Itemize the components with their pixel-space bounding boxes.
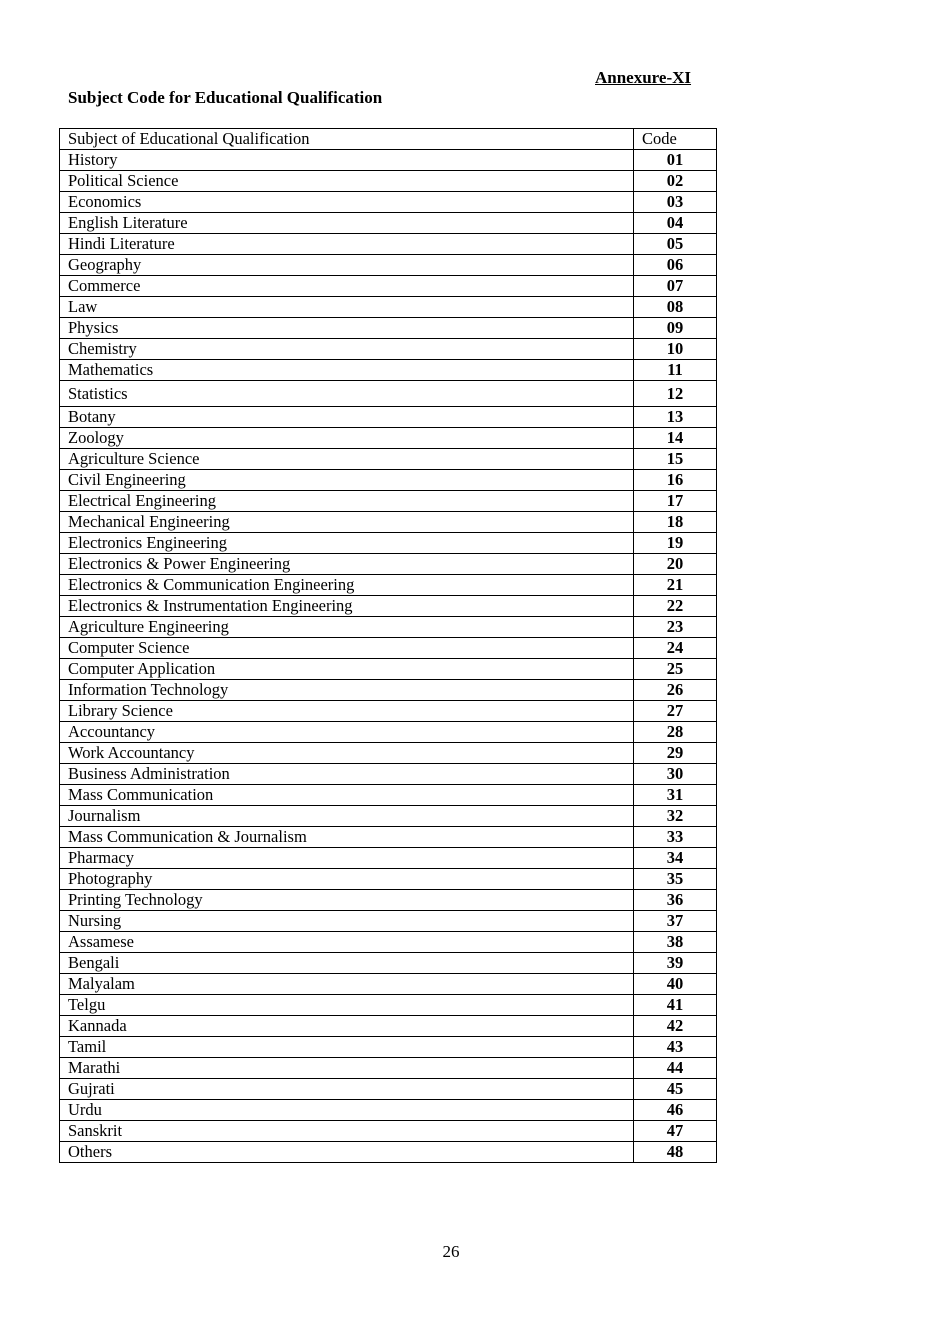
table-row [60, 491, 717, 512]
code-cell: 10 [634, 339, 717, 360]
code-cell: 35 [634, 869, 717, 890]
table-row [60, 617, 717, 638]
code-cell: 33 [634, 827, 717, 848]
table-row [60, 339, 717, 360]
code-cell: 06 [634, 255, 717, 276]
code-cell: 40 [634, 974, 717, 995]
annexure-label: Annexure-XI [595, 68, 692, 87]
code-cell: 26 [634, 680, 717, 701]
table-row [60, 428, 717, 449]
code-cell: 15 [634, 449, 717, 470]
subject-cell: Physics [60, 318, 634, 339]
subject-cell: Journalism [60, 806, 634, 827]
code-cell: 25 [634, 659, 717, 680]
subject-cell: Agriculture Engineering [60, 617, 634, 638]
table-row [60, 638, 717, 659]
table-row [60, 533, 717, 554]
table-row [60, 192, 717, 213]
table-row [60, 276, 717, 297]
code-cell: 12 [634, 381, 717, 407]
subject-cell: Electronics Engineering [60, 533, 634, 554]
code-cell: 38 [634, 932, 717, 953]
table-row [60, 701, 717, 722]
code-cell: 14 [634, 428, 717, 449]
table-row [60, 381, 717, 407]
table-row [60, 659, 717, 680]
code-cell: 36 [634, 890, 717, 911]
subject-cell: Electrical Engineering [60, 491, 634, 512]
subject-cell: History [60, 150, 634, 171]
code-cell: 05 [634, 234, 717, 255]
code-cell: 13 [634, 407, 717, 428]
code-cell: 48 [634, 1142, 717, 1163]
code-cell: 21 [634, 575, 717, 596]
table-row [60, 932, 717, 953]
code-cell: 37 [634, 911, 717, 932]
code-cell: 11 [634, 360, 717, 381]
subject-cell: Accountancy [60, 722, 634, 743]
table-row [60, 1079, 717, 1100]
subject-cell: Library Science [60, 701, 634, 722]
subject-cell: Political Science [60, 171, 634, 192]
subject-cell: Commerce [60, 276, 634, 297]
subject-cell: Computer Application [60, 659, 634, 680]
table-row [60, 297, 717, 318]
code-cell: 41 [634, 995, 717, 1016]
table-row [60, 722, 717, 743]
table-row [60, 150, 717, 171]
table-row [60, 680, 717, 701]
table-row [60, 171, 717, 192]
code-cell: 27 [634, 701, 717, 722]
subject-cell: Sanskrit [60, 1121, 634, 1142]
code-cell: 34 [634, 848, 717, 869]
table-row [60, 764, 717, 785]
code-cell: 30 [634, 764, 717, 785]
table-row [60, 512, 717, 533]
subject-cell: Electronics & Instrumentation Engineering [60, 596, 634, 617]
code-cell: 43 [634, 1037, 717, 1058]
code-cell: 07 [634, 276, 717, 297]
table-row [60, 234, 717, 255]
subject-cell: Geography [60, 255, 634, 276]
code-cell: 23 [634, 617, 717, 638]
subject-cell: Kannada [60, 1016, 634, 1037]
code-cell: 17 [634, 491, 717, 512]
code-cell: 32 [634, 806, 717, 827]
table-row [60, 213, 717, 234]
subject-cell: Photography [60, 869, 634, 890]
subject-cell: Statistics [60, 381, 634, 407]
code-cell: 39 [634, 953, 717, 974]
code-cell: 20 [634, 554, 717, 575]
column-header-code: Code [634, 129, 717, 150]
table-row [60, 318, 717, 339]
subject-cell: Mathematics [60, 360, 634, 381]
subject-cell: Agriculture Science [60, 449, 634, 470]
subject-cell: Urdu [60, 1100, 634, 1121]
table-row [60, 554, 717, 575]
subject-code-table [59, 128, 717, 1163]
table-row [60, 806, 717, 827]
code-cell: 09 [634, 318, 717, 339]
code-cell: 04 [634, 213, 717, 234]
code-cell: 16 [634, 470, 717, 491]
code-cell: 44 [634, 1058, 717, 1079]
table-row [60, 911, 717, 932]
code-cell: 02 [634, 171, 717, 192]
table-row [60, 890, 717, 911]
subject-cell: Zoology [60, 428, 634, 449]
table-row [60, 1142, 717, 1163]
column-header-subject: Subject of Educational Qualification [60, 129, 634, 150]
subject-cell: Mass Communication & Journalism [60, 827, 634, 848]
table-row [60, 995, 717, 1016]
code-cell: 29 [634, 743, 717, 764]
subject-cell: Computer Science [60, 638, 634, 659]
subject-cell: Nursing [60, 911, 634, 932]
subject-cell: Assamese [60, 932, 634, 953]
code-cell: 19 [634, 533, 717, 554]
subject-cell: English Literature [60, 213, 634, 234]
subject-cell: Electronics & Communication Engineering [60, 575, 634, 596]
subject-cell: Gujrati [60, 1079, 634, 1100]
table-row [60, 1100, 717, 1121]
code-cell: 28 [634, 722, 717, 743]
subject-cell: Printing Technology [60, 890, 634, 911]
subject-cell: Civil Engineering [60, 470, 634, 491]
table-row [60, 743, 717, 764]
code-cell: 45 [634, 1079, 717, 1100]
code-cell: 46 [634, 1100, 717, 1121]
table-row [60, 1016, 717, 1037]
code-cell: 24 [634, 638, 717, 659]
document-title: Subject Code for Educational Qualification [68, 88, 383, 107]
subject-cell: Economics [60, 192, 634, 213]
table-row [60, 974, 717, 995]
table-header-row [60, 129, 717, 150]
table-row [60, 827, 717, 848]
table-row [60, 953, 717, 974]
subject-cell: Information Technology [60, 680, 634, 701]
subject-cell: Hindi Literature [60, 234, 634, 255]
subject-cell: Mechanical Engineering [60, 512, 634, 533]
subject-cell: Malyalam [60, 974, 634, 995]
table-row [60, 1037, 717, 1058]
table-row [60, 470, 717, 491]
code-cell: 42 [634, 1016, 717, 1037]
subject-cell: Pharmacy [60, 848, 634, 869]
table-row [60, 255, 717, 276]
table-row [60, 449, 717, 470]
table-body [60, 129, 717, 1163]
code-cell: 03 [634, 192, 717, 213]
subject-cell: Botany [60, 407, 634, 428]
subject-cell: Chemistry [60, 339, 634, 360]
subject-cell: Electronics & Power Engineering [60, 554, 634, 575]
table-row [60, 360, 717, 381]
code-cell: 22 [634, 596, 717, 617]
code-cell: 18 [634, 512, 717, 533]
subject-cell: Work Accountancy [60, 743, 634, 764]
table-row [60, 1058, 717, 1079]
table-row [60, 407, 717, 428]
code-cell: 01 [634, 150, 717, 171]
subject-cell: Mass Communication [60, 785, 634, 806]
table-row [60, 869, 717, 890]
table-row [60, 785, 717, 806]
code-cell: 08 [634, 297, 717, 318]
page-number: 26 [442, 1242, 460, 1261]
subject-cell: Bengali [60, 953, 634, 974]
subject-cell: Others [60, 1142, 634, 1163]
table-row [60, 575, 717, 596]
code-cell: 47 [634, 1121, 717, 1142]
table-row [60, 596, 717, 617]
code-cell: 31 [634, 785, 717, 806]
subject-cell: Tamil [60, 1037, 634, 1058]
subject-cell: Telgu [60, 995, 634, 1016]
subject-cell: Law [60, 297, 634, 318]
subject-cell: Business Administration [60, 764, 634, 785]
subject-cell: Marathi [60, 1058, 634, 1079]
table-row [60, 1121, 717, 1142]
table-row [60, 848, 717, 869]
